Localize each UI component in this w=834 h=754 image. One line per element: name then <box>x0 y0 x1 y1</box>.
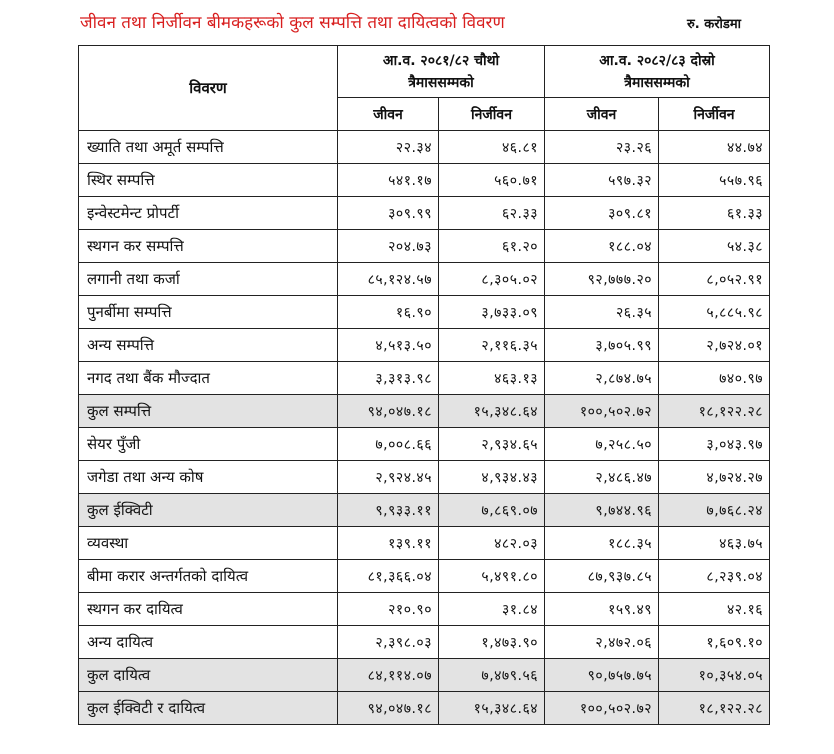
financial-table <box>78 45 770 725</box>
row-label: इन्वेस्टमेन्ट प्रोपर्टी <box>79 197 338 230</box>
cell-value: १०,३५४.०५ <box>659 659 770 692</box>
row-label: अन्य सम्पत्ति <box>79 329 338 362</box>
sub-header-life-1: जीवन <box>338 98 439 131</box>
cell-value: ८१,३६६.०४ <box>338 560 439 593</box>
cell-value: १००,५०२.७२ <box>545 395 659 428</box>
cell-value: ८,२३९.०४ <box>659 560 770 593</box>
cell-value: ४४.७४ <box>659 131 770 164</box>
table-row <box>79 593 770 626</box>
table-row <box>79 263 770 296</box>
cell-value: ४६३.७५ <box>659 527 770 560</box>
cell-value: ९४,०४७.१८ <box>338 692 439 725</box>
row-label: लगानी तथा कर्जा <box>79 263 338 296</box>
sub-header-nonlife-2: निर्जीवन <box>659 98 770 131</box>
cell-value: २६.३५ <box>545 296 659 329</box>
cell-value: ३०९.८१ <box>545 197 659 230</box>
row-label: ख्याति तथा अमूर्त सम्पत्ति <box>79 131 338 164</box>
row-header: विवरण <box>79 46 338 131</box>
table-row <box>79 560 770 593</box>
cell-value: ३१.८४ <box>439 593 545 626</box>
cell-value: ५५७.९६ <box>659 164 770 197</box>
row-label: व्यवस्था <box>79 527 338 560</box>
cell-value: ८७,९३७.८५ <box>545 560 659 593</box>
row-label: स्थगन कर सम्पत्ति <box>79 230 338 263</box>
row-label: नगद तथा बैंक मौज्दात <box>79 362 338 395</box>
cell-value: ७,२५८.५० <box>545 428 659 461</box>
cell-value: १६.९० <box>338 296 439 329</box>
cell-value: ७,४७९.५६ <box>439 659 545 692</box>
cell-value: ४२.१६ <box>659 593 770 626</box>
row-label: कुल दायित्व <box>79 659 338 692</box>
cell-value: ९,९३३.११ <box>338 494 439 527</box>
cell-value: ७,००८.६६ <box>338 428 439 461</box>
cell-value: ६२.३३ <box>439 197 545 230</box>
cell-value: २,४७२.०६ <box>545 626 659 659</box>
cell-value: ५६०.७१ <box>439 164 545 197</box>
cell-value: १,६०९.१० <box>659 626 770 659</box>
cell-value: १५,३४८.६४ <box>439 692 545 725</box>
table-row <box>79 230 770 263</box>
cell-value: ९२,७७७.२० <box>545 263 659 296</box>
cell-value: ४,७२४.२७ <box>659 461 770 494</box>
table-row <box>79 296 770 329</box>
cell-value: ७४०.९७ <box>659 362 770 395</box>
period2-header <box>545 46 770 98</box>
table-row <box>79 164 770 197</box>
table-body <box>79 131 770 725</box>
cell-value: २०४.७३ <box>338 230 439 263</box>
cell-value: २,४८६.४७ <box>545 461 659 494</box>
cell-value: ४८२.०३ <box>439 527 545 560</box>
cell-value: ७,७६८.२४ <box>659 494 770 527</box>
table-row-total <box>79 692 770 725</box>
row-label: कुल ईक्विटी <box>79 494 338 527</box>
row-label: स्थगन कर दायित्व <box>79 593 338 626</box>
cell-value: १८,१२२.२८ <box>659 395 770 428</box>
cell-value: ६१.३३ <box>659 197 770 230</box>
table-row-total <box>79 395 770 428</box>
cell-value: १३९.११ <box>338 527 439 560</box>
table-row <box>79 428 770 461</box>
cell-value: ८,३०५.०२ <box>439 263 545 296</box>
cell-value: २,८७४.७५ <box>545 362 659 395</box>
cell-value: २,९२४.४५ <box>338 461 439 494</box>
period1-header-line2: त्रैमाससम्मको <box>408 74 474 91</box>
cell-value: १००,५०२.७२ <box>545 692 659 725</box>
table-row-total <box>79 659 770 692</box>
cell-value: ४६३.१३ <box>439 362 545 395</box>
row-label: अन्य दायित्व <box>79 626 338 659</box>
table-row <box>79 197 770 230</box>
cell-value: १८,१२२.२८ <box>659 692 770 725</box>
cell-value: २३.२६ <box>545 131 659 164</box>
cell-value: १५,३४८.६४ <box>439 395 545 428</box>
table-row <box>79 329 770 362</box>
period2-header-line1: आ.व. २०८२/८३ दोस्रो <box>599 52 715 69</box>
period2-header-line2: त्रैमाससम्मको <box>624 74 690 91</box>
row-label: सेयर पुँजी <box>79 428 338 461</box>
cell-value: ९,७४४.९६ <box>545 494 659 527</box>
period1-header <box>338 46 545 98</box>
row-label: कुल ईक्विटी र दायित्व <box>79 692 338 725</box>
cell-value: ४,५१३.५० <box>338 329 439 362</box>
cell-value: ३,७०५.९९ <box>545 329 659 362</box>
cell-value: ३,०४३.९७ <box>659 428 770 461</box>
cell-value: ८,०५२.९१ <box>659 263 770 296</box>
cell-value: १,४७३.९० <box>439 626 545 659</box>
sub-header-nonlife-1: निर्जीवन <box>439 98 545 131</box>
cell-value: ५,८८५.९८ <box>659 296 770 329</box>
unit-label: रु. करोडमा <box>687 17 742 32</box>
table-row <box>79 527 770 560</box>
table-row <box>79 131 770 164</box>
cell-value: १८८.३५ <box>545 527 659 560</box>
cell-value: १५९.४९ <box>545 593 659 626</box>
cell-value: ४६.८१ <box>439 131 545 164</box>
cell-value: ४,९३४.४३ <box>439 461 545 494</box>
cell-value: ५९७.३२ <box>545 164 659 197</box>
cell-value: १८८.०४ <box>545 230 659 263</box>
cell-value: ८५,१२४.५७ <box>338 263 439 296</box>
row-label: बीमा करार अन्तर्गतको दायित्व <box>79 560 338 593</box>
cell-value: २१०.९० <box>338 593 439 626</box>
cell-value: ५,४९१.८० <box>439 560 545 593</box>
cell-value: ३,३१३.९८ <box>338 362 439 395</box>
cell-value: ९४,०४७.१८ <box>338 395 439 428</box>
sub-header-life-2: जीवन <box>545 98 659 131</box>
cell-value: ६१.२० <box>439 230 545 263</box>
row-label: स्थिर सम्पत्ति <box>79 164 338 197</box>
row-label: पुनर्बीमा सम्पत्ति <box>79 296 338 329</box>
table-row-total <box>79 494 770 527</box>
cell-value: ७,८६९.०७ <box>439 494 545 527</box>
cell-value: ५४.३८ <box>659 230 770 263</box>
row-label: जगेडा तथा अन्य कोष <box>79 461 338 494</box>
cell-value: ३,७३३.०९ <box>439 296 545 329</box>
period1-header-line1: आ.व. २०८१/८२ चौथो <box>382 52 500 69</box>
cell-value: ५४१.१७ <box>338 164 439 197</box>
cell-value: ३०९.९९ <box>338 197 439 230</box>
page-title: जीवन तथा निर्जीवन बीमकहरूको कुल सम्पत्ति तथा दायित्वको विवरण <box>80 13 505 33</box>
cell-value: ८४,११४.०७ <box>338 659 439 692</box>
table-row <box>79 461 770 494</box>
cell-value: २,९३४.६५ <box>439 428 545 461</box>
cell-value: ९०,७५७.७५ <box>545 659 659 692</box>
table-row <box>79 626 770 659</box>
cell-value: २२.३४ <box>338 131 439 164</box>
table-row <box>79 362 770 395</box>
cell-value: २,३९८.०३ <box>338 626 439 659</box>
row-label: कुल सम्पत्ति <box>79 395 338 428</box>
cell-value: २,७२४.०१ <box>659 329 770 362</box>
cell-value: २,११६.३५ <box>439 329 545 362</box>
